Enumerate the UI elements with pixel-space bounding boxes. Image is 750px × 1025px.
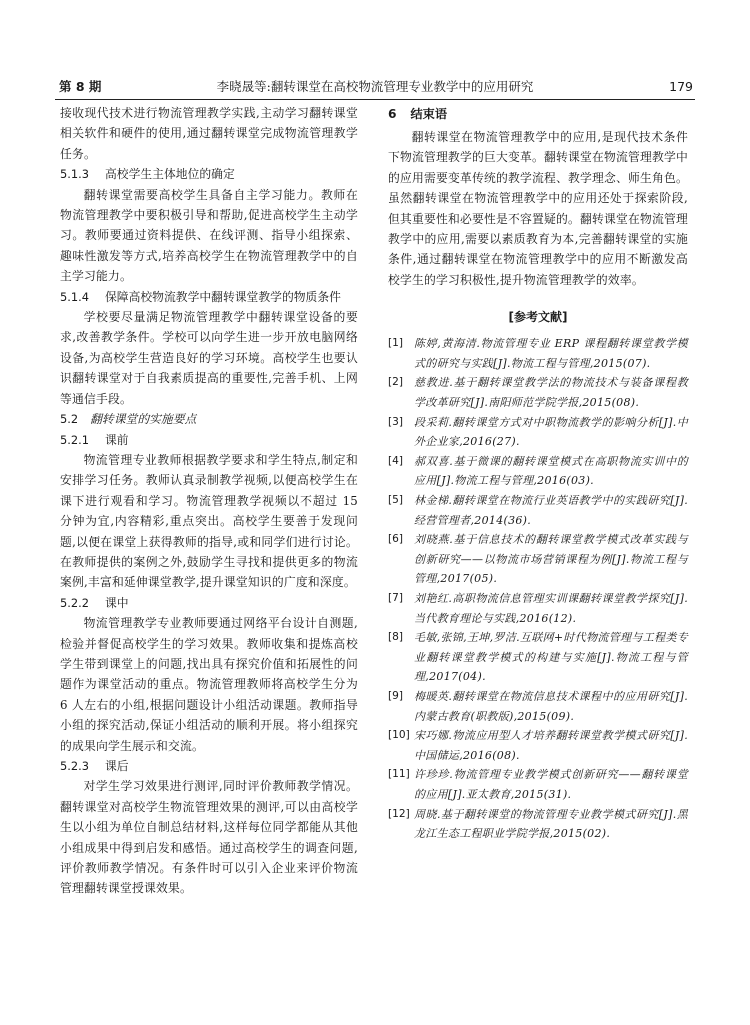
- reference-index: [5]: [388, 494, 404, 506]
- section-heading-5-2: [60, 409, 358, 429]
- paragraph-5-1-4: 学校要尽量满足物流管理教学中翻转课堂设备的要求,改善教学条件。学校可以向学生进一步开放电脑网络设备,为高校学生营造良好的学习环境。高校学生也要认识翻转课堂对于自我素质提高的重要性,完善手机、上网等通信手段。: [60, 310, 358, 406]
- section-number: 5.2.3: [60, 759, 89, 773]
- header-rule: [55, 99, 695, 100]
- reference-item: [388, 687, 688, 726]
- reference-item: [388, 628, 688, 687]
- reference-item: [388, 805, 688, 844]
- reference-text: 郝双喜.基于微课的翻转课堂模式在高职物流实训中的应用[J].物流工程与管理,2016(03).: [414, 454, 688, 488]
- reference-text: 周晓.基于翻转课堂的物流管理专业教学模式研究[J].黑龙江生态工程职业学院学报,2015(02).: [414, 807, 688, 841]
- paragraph-5-2-1: 物流管理专业教师根据教学要求和学生特点,制定和安排学习任务。教师认真录制教学视频,以便高校学生在课下进行观看和学习。物流管理教学视频以不超过 15 分钟为宜,内容精彩,重点突出。高校学生要善于发现问题,以便在课堂上获得教师的指导,或和同学们进行讨论。在教师提供的案例之外,鼓励学生寻找和提供更多的物流案例,丰富和延伸课堂教学,提升课堂知识的广度和深度。: [60, 452, 358, 590]
- reference-text: 毛敏,张锦,王坤,罗洁.互联网+时代物流管理与工程类专业翻转课堂教学模式的构建与实施[J].物流工程与管理,2017(04).: [414, 631, 688, 684]
- paragraph-continued: 接收现代技术进行物流管理教学实践,主动学习翻转课堂相关软件和硬件的使用,通过翻转课堂完成物流管理教学任务。: [60, 106, 358, 161]
- page-number: 179: [669, 79, 693, 94]
- issue-label: 第 8 期: [59, 79, 102, 94]
- running-title: 李晓晟等:翻转课堂在高校物流管理专业教学中的应用研究: [216, 79, 534, 94]
- section-number: 5.1.4: [60, 289, 89, 304]
- section-heading-6: [388, 105, 688, 123]
- section-title: 课后: [104, 759, 129, 773]
- reference-item: [388, 530, 688, 589]
- reference-item: [388, 726, 688, 765]
- right-column: [388, 103, 688, 844]
- paragraph-conclusion: 翻转课堂在物流管理教学中的应用,是现代技术条件下物流管理教学的巨大变革。翻转课堂在物流管理教学中的应用需要变革传统的教学流程、教学理念、师生角色。虽然翻转课堂在物流管理教学中的应用还处于探索阶段,但其重要性和必要性是不容置疑的。翻转课堂在物流管理教学中的应用,需要以素质教育为本,完善翻转课堂的实施条件,通过翻转课堂在物流管理教学中的应用不断激发高校学生的学习积极性,提升物流管理教学的效率。: [388, 130, 688, 287]
- reference-index: [2]: [388, 376, 404, 389]
- reference-index: [11]: [388, 768, 410, 781]
- reference-index: [10]: [388, 729, 410, 742]
- reference-text: 刘艳红.高职物流信息管理实训课翻转课堂教学探究[J].当代教育理论与实践,2016(12).: [414, 591, 688, 625]
- section-title: 保障高校物流教学中翻转课堂教学的物质条件: [104, 289, 341, 304]
- section-number: 5.2: [60, 412, 79, 427]
- reference-text: 宋巧娜.物流应用型人才培养翻转课堂教学模式研究[J].中国储运,2016(08).: [414, 729, 688, 762]
- reference-text: 刘晓燕.基于信息技术的翻转课堂教学模式改革实践与创新研究——以物流市场营销课程为例[J].物流工程与管理,2017(05).: [414, 533, 688, 586]
- section-title: 翻转课堂的实施要点: [90, 412, 197, 427]
- reference-index: [6]: [388, 533, 404, 546]
- paragraph-5-2-2: 物流管理教学专业教师要通过网络平台设计自测题,检验并督促高校学生的学习效果。教师收集和提炼高校学生带到课堂上的问题,找出具有探究价值和拓展性的问题作为课堂活动的重点。物流管理教师将高校学生分为 6 人左右的小组,根据问题设计小组活动课题。教师指导小组的探究活动,保证小组活动的顺利开展。将小组探究的成果向学生展示和交流。: [60, 616, 358, 753]
- section-title: 结束语: [410, 107, 448, 121]
- section-number: 5.2.2: [60, 595, 89, 610]
- reference-index: [7]: [388, 591, 404, 604]
- reference-item: [388, 491, 688, 530]
- reference-index: [3]: [388, 415, 404, 428]
- section-number: 5.1.3: [60, 167, 89, 182]
- reference-item: [388, 373, 688, 412]
- reference-index: [1]: [388, 337, 404, 350]
- reference-text: 陈婷,黄海清.物流管理专业 ERP 课程翻转课堂教学模式的研究与实践[J].物流工程与管理,2015(07).: [414, 337, 688, 370]
- reference-index: [8]: [388, 631, 404, 644]
- section-title: 课中: [104, 595, 129, 610]
- reference-item: [388, 589, 688, 628]
- reference-text: 梅暖英.翻转课堂在物流信息技术课程中的应用研究[J].内蒙古教育(职教版),2015(09).: [414, 689, 688, 723]
- section-heading-5-1-4: [60, 287, 358, 307]
- left-column: [60, 103, 358, 899]
- section-heading-5-2-2: [60, 593, 358, 613]
- reference-index: [9]: [388, 689, 404, 702]
- paragraph-5-2-3: 对学生学习效果进行测评,同时评价教师教学情况。翻转课堂对高校学生物流管理效果的测评,可以由高校学生以小组为单位自制总结材料,这样每位同学都能从其他小组成果中得到启发和感悟。通过高校学生的调查问题,评价教师教学情况。有条件时可以引入企业来评价物流管理翻转课堂授课效果。: [60, 779, 358, 896]
- reference-item: [388, 334, 688, 373]
- section-number: 6: [388, 107, 397, 121]
- references-title: [参考文献]: [508, 310, 568, 325]
- paragraph-5-1-3: 翻转课堂需要高校学生具备自主学习能力。教师在物流管理教学中要积极引导和帮助,促进高校学生主动学习。教师要通过资料提供、在线评测、指导小组探索、趣味性激发等方式,培养高校学生在物流管理教学中的自主学习能力。: [60, 187, 358, 284]
- reference-text: 许珍珍.物流管理专业教学模式创新研究——翻转课堂的应用[J].亚太教育,2015(31).: [414, 768, 688, 801]
- section-heading-5-2-1: [60, 430, 358, 450]
- section-number: 5.2.1: [60, 432, 89, 447]
- section-title: 课前: [104, 432, 129, 447]
- reference-text: 林金梯.翻转课堂在物流行业英语教学中的实践研究[J].经营管理者,2014(36).: [414, 494, 688, 527]
- reference-index: [4]: [388, 454, 404, 467]
- reference-text: 慈教进.基于翻转课堂教学法的物流技术与装备课程教学改革研究[J].南阳师范学院学报,2015(08).: [414, 376, 688, 410]
- reference-item: [388, 452, 688, 491]
- reference-text: 段采莉.翻转课堂方式对中职物流教学的影响分析[J].中外企业家,2016(27).: [414, 415, 688, 449]
- reference-item: [388, 765, 688, 804]
- reference-index: [12]: [388, 807, 410, 820]
- section-title: 高校学生主体地位的确定: [104, 167, 235, 182]
- section-heading-5-1-3: [60, 164, 358, 184]
- reference-item: [388, 413, 688, 452]
- running-header: [55, 78, 695, 98]
- section-heading-5-2-3: [60, 756, 358, 776]
